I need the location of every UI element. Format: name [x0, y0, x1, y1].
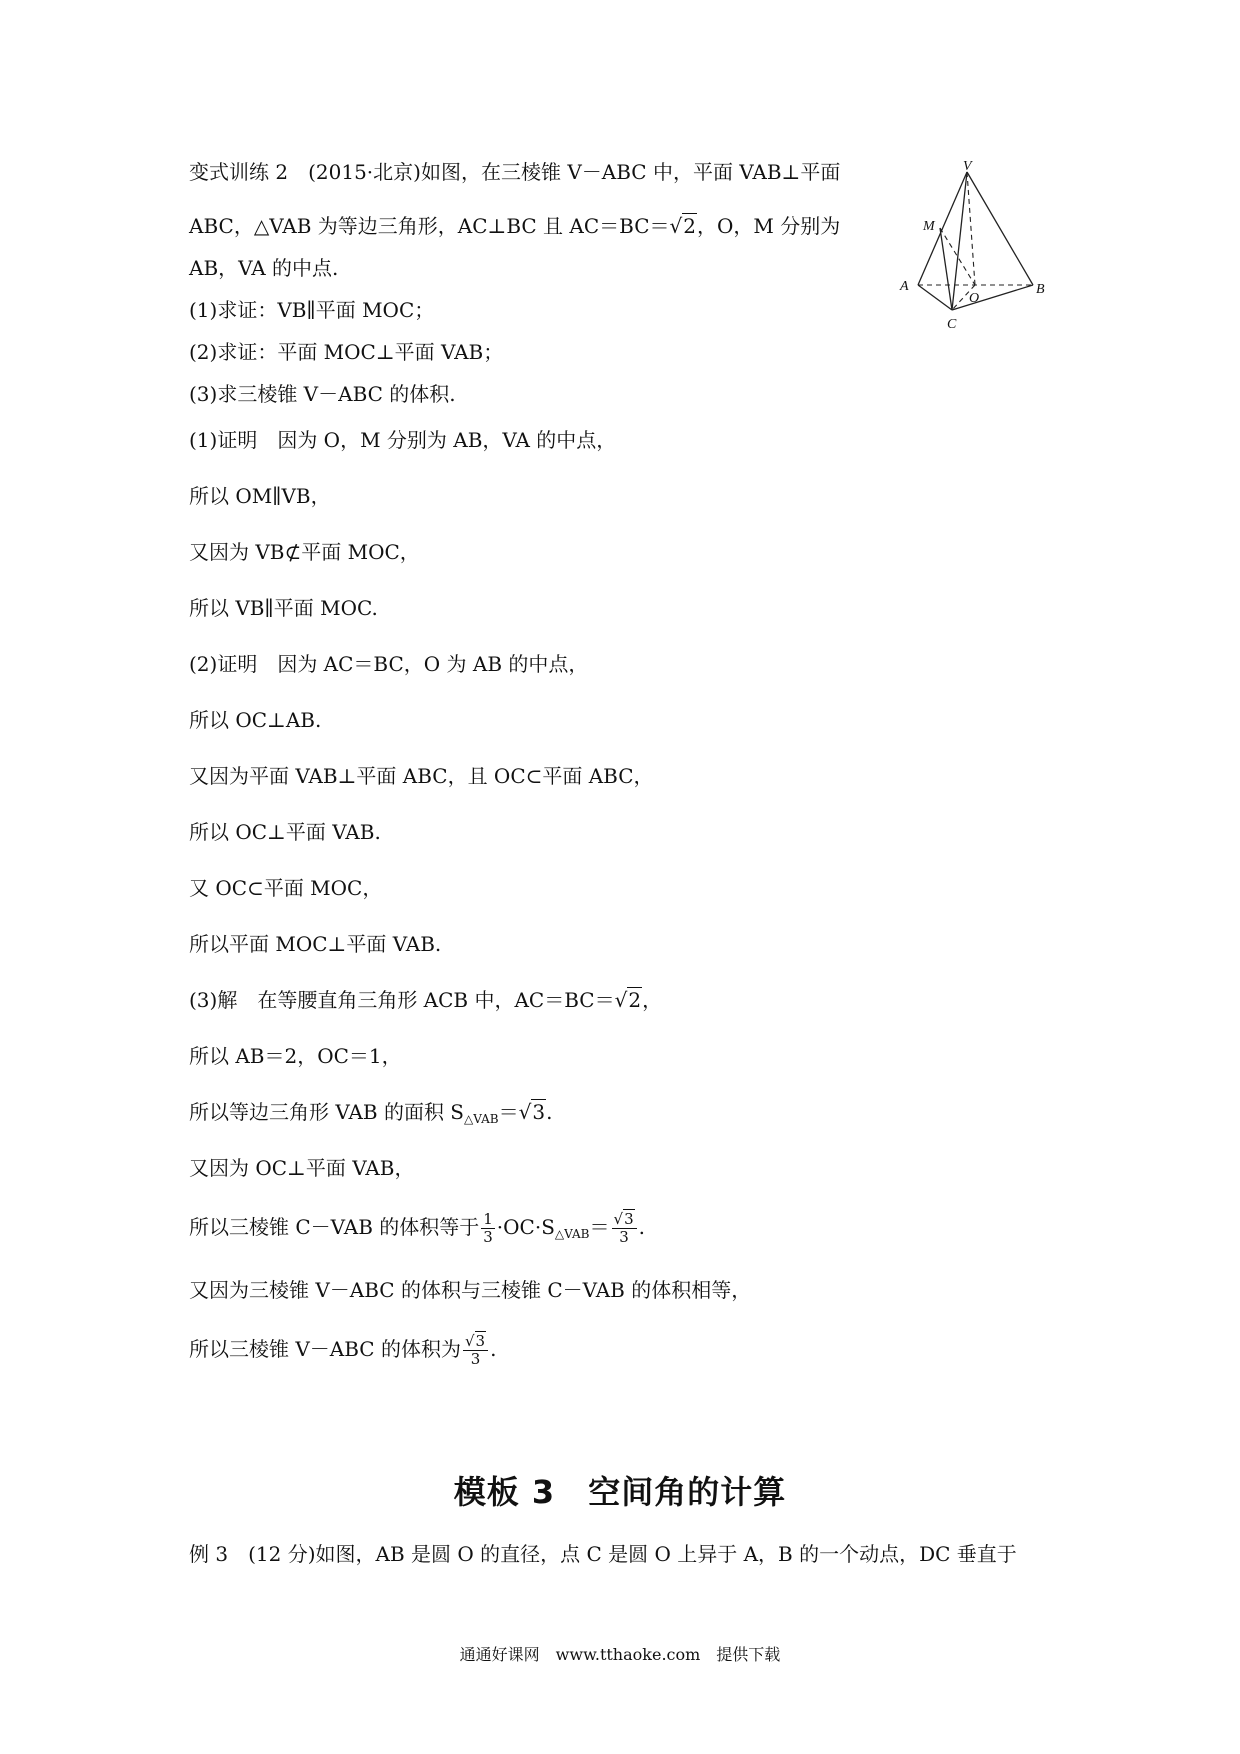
sqrt-radicand: 2 — [683, 214, 697, 238]
fraction-numerator: 1 — [483, 1210, 493, 1228]
fraction-denominator: 3 — [483, 1228, 493, 1246]
solution-17-text: 所以三棱锥 V－ABC 的体积为 — [189, 1337, 461, 1361]
equals-sign: ＝ — [589, 1215, 610, 1239]
tetrahedron-figure — [890, 160, 1050, 340]
question-3: (3)求三棱锥 V－ABC 的体积. — [189, 382, 456, 406]
period: . — [546, 1100, 553, 1124]
question-1: (1)求证：VB∥平面 MOC； — [189, 298, 435, 322]
solution-line-3: 又因为 VB⊄平面 MOC， — [189, 540, 420, 564]
problem-source: (2015·北京) — [308, 160, 421, 184]
fraction-denominator: 3 — [619, 1228, 629, 1246]
question-2: (2)求证：平面 MOC⊥平面 VAB； — [189, 340, 504, 364]
sqrt-radicand: 3 — [624, 1210, 634, 1228]
problem-label: 变式训练 2 — [189, 160, 289, 184]
solution-line-6: 所以 OC⊥AB. — [189, 708, 322, 732]
problem-text-1: 如图，在三棱锥 V－ABC 中，平面 VAB⊥平面 — [420, 160, 841, 184]
label-v: V — [963, 160, 972, 174]
solution-13-text: 所以等边三角形 VAB 的面积 S — [189, 1100, 464, 1124]
solution-11-text: (3)解 在等腰直角三角形 ACB 中，AC＝BC＝ — [189, 988, 615, 1012]
sqrt-3: √3 — [518, 1100, 546, 1124]
label-a: A — [900, 279, 909, 294]
problem-text-2b: ，O，M 分别为 — [697, 214, 841, 238]
solution-line-12: 所以 AB＝2，OC＝1， — [189, 1044, 402, 1068]
edge-cb — [952, 285, 1033, 310]
solution-15-text: 所以三棱锥 C－VAB 的体积等于 — [189, 1215, 480, 1239]
sqrt-radicand: 3 — [532, 1100, 546, 1124]
sqrt-2: √2 — [669, 214, 697, 238]
problem-text-2a: ABC，△VAB 为等边三角形，AC⊥BC 且 AC＝BC＝ — [189, 214, 670, 238]
label-c: C — [947, 317, 957, 332]
solution-line-9: 又 OC⊂平面 MOC， — [189, 876, 383, 900]
problem-line-1 — [189, 160, 840, 184]
fraction-numerator: √3 — [612, 1212, 637, 1229]
fraction-sqrt3-over-3 — [463, 1334, 488, 1367]
solution-line-5: (2)证明 因为 AC＝BC，O 为 AB 的中点， — [189, 652, 589, 676]
solution-line-4: 所以 VB∥平面 MOC. — [189, 596, 378, 620]
sqrt-radicand: 3 — [475, 1332, 486, 1350]
edge-vc — [952, 172, 967, 310]
period: . — [490, 1337, 497, 1361]
solution-line-7: 又因为平面 VAB⊥平面 ABC，且 OC⊂平面 ABC， — [189, 764, 654, 788]
sqrt-2: √2 — [614, 988, 642, 1012]
fraction-denominator: 3 — [470, 1350, 481, 1368]
example-text: 如图，AB 是圆 O 的直径，点 C 是圆 O 上异于 A，B 的一个动点，DC 垂直于 — [315, 1542, 1017, 1566]
solution-line-14: 又因为 OC⊥平面 VAB， — [189, 1156, 415, 1180]
segment-mc — [940, 228, 952, 310]
subscript-vab: △VAB — [554, 1227, 590, 1241]
period: . — [638, 1215, 645, 1239]
segment-vo-dashed — [967, 172, 975, 285]
solution-line-10: 所以平面 MOC⊥平面 VAB. — [189, 932, 442, 956]
label-b: B — [1036, 282, 1045, 297]
solution-line-13 — [189, 1100, 552, 1126]
solution-line-1: (1)证明 因为 O，M 分别为 AB，VA 的中点， — [189, 428, 617, 452]
edge-vb — [967, 172, 1033, 285]
fraction-numerator: √3 — [463, 1334, 488, 1351]
solution-11-end: ， — [642, 988, 663, 1012]
solution-line-8: 所以 OC⊥平面 VAB. — [189, 820, 381, 844]
solution-line-2: 所以 OM∥VB， — [189, 484, 331, 508]
edge-ac — [918, 285, 952, 310]
solution-line-17 — [189, 1334, 496, 1367]
example-line — [189, 1542, 1017, 1566]
solution-line-15 — [189, 1212, 645, 1245]
label-m: M — [923, 219, 935, 234]
label-o: O — [969, 291, 980, 306]
problem-line-3: AB，VA 的中点. — [189, 256, 339, 280]
solution-line-11 — [189, 988, 662, 1012]
subscript-vab: △VAB — [464, 1112, 499, 1126]
sqrt-radicand: 2 — [628, 988, 642, 1012]
example-label: 例 3 — [189, 1542, 229, 1566]
equals-sign: ＝ — [498, 1100, 519, 1124]
solution-line-16: 又因为三棱锥 V－ABC 的体积与三棱锥 C－VAB 的体积相等， — [189, 1278, 752, 1302]
solution-15-mid: ·OC·S — [496, 1215, 555, 1239]
footer-source: 通通好课网 www.tthaoke.com 提供下载 — [459, 1645, 781, 1664]
problem-line-2 — [189, 214, 840, 238]
section-title: 模板 3 空间角的计算 — [453, 1473, 787, 1511]
fraction-one-third — [481, 1212, 495, 1245]
fraction-sqrt3-over-3 — [612, 1212, 637, 1245]
example-score: (12 分) — [248, 1542, 316, 1566]
